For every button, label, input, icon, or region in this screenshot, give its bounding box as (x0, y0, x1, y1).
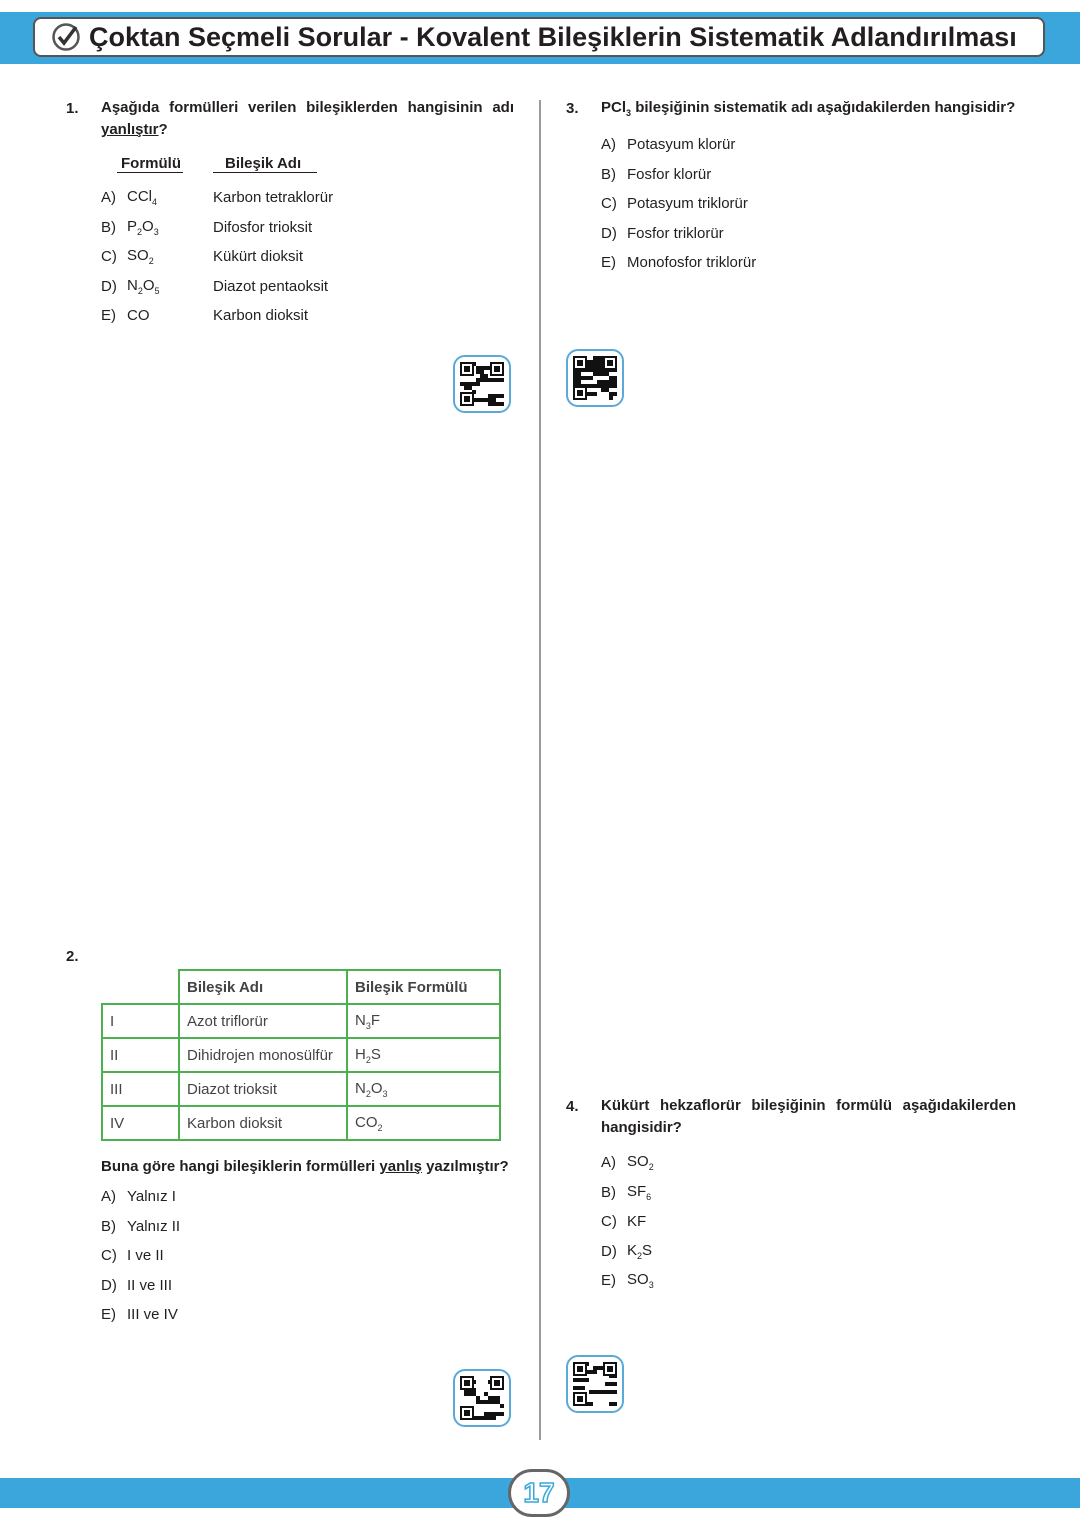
question-stem (601, 97, 1031, 124)
qr-code[interactable] (566, 1355, 624, 1413)
option-letter: A) (601, 1154, 616, 1172)
formula-text: O (370, 1079, 383, 1097)
column-header-name: Bileşik Adı (213, 155, 317, 173)
formula-subscript: 2 (137, 285, 143, 296)
option-formula (627, 1242, 652, 1261)
option-formula (627, 1183, 651, 1202)
formula-text: N (355, 1079, 366, 1097)
option-letter: C) (101, 1247, 117, 1265)
formula-text: F (370, 1011, 381, 1029)
formula-text: S (370, 1045, 381, 1063)
answer-option[interactable] (601, 160, 1031, 190)
option-text: Fosfor triklorür (627, 224, 724, 242)
stem-text: bileşiğinin sistematik adı aşağıdakilerden hangisidir? (631, 99, 1016, 116)
qr-code[interactable] (453, 1369, 511, 1427)
compound-name: Difosfor trioksit (213, 218, 313, 236)
formula-subscript: 6 (646, 1191, 652, 1202)
answer-option[interactable] (101, 1182, 521, 1212)
option-letter: E) (601, 1272, 616, 1290)
option-letter: B) (601, 165, 616, 183)
option-formula (127, 188, 213, 207)
compound-name: Karbon dioksit (213, 307, 309, 325)
formula-subscript: 3 (648, 1280, 654, 1291)
option-letter: C) (601, 1213, 617, 1231)
formula-text: SO (627, 1271, 649, 1289)
formula (127, 188, 158, 208)
formula-text: P (127, 217, 138, 235)
option-formula (127, 218, 213, 237)
option-letter: A) (101, 189, 116, 207)
formula-text: CO (127, 307, 150, 325)
compound-name: Diazot trioksit (179, 1072, 347, 1106)
row-id: IV (102, 1106, 179, 1140)
formula-text: H (355, 1045, 366, 1063)
option-letter: B) (101, 218, 116, 236)
answer-option[interactable] (101, 1212, 521, 1242)
question-2 (101, 1156, 521, 1330)
formula-subscript: 2 (637, 1250, 643, 1261)
stem-text: yazılmıştır? (421, 1158, 509, 1175)
option-text: Fosfor klorür (627, 165, 712, 183)
formula-text: N (127, 276, 138, 294)
answer-option[interactable] (601, 1207, 1016, 1237)
answer-option[interactable] (601, 189, 1031, 219)
stem-emphasis: yanlış (379, 1158, 422, 1175)
formula-subscript: 2 (365, 1054, 371, 1065)
answer-option[interactable] (601, 1266, 1016, 1296)
question-3 (601, 97, 1031, 278)
compound-table (101, 969, 501, 1141)
option-letter: D) (601, 224, 617, 242)
formula-text: O (142, 276, 155, 294)
formula (627, 1242, 652, 1259)
option-text: I ve II (127, 1247, 164, 1265)
qr-code[interactable] (566, 349, 624, 407)
compound-name: Karbon dioksit (179, 1106, 347, 1140)
formula (627, 1183, 651, 1200)
answer-option[interactable] (601, 130, 1031, 160)
stem-emphasis: yanlıştır (101, 121, 159, 138)
qr-code-icon (573, 356, 617, 400)
formula (627, 1153, 654, 1173)
option-text: Potasyum klorür (627, 136, 736, 154)
option-formula (627, 1271, 654, 1290)
formula: PCl (601, 99, 627, 116)
formula-subscript: 4 (152, 197, 158, 208)
page-number: 17 (508, 1469, 570, 1517)
answer-option[interactable] (601, 1178, 1016, 1208)
qr-code[interactable] (453, 355, 511, 413)
option-formula (627, 1213, 646, 1230)
table-header: Bileşik Formülü (347, 970, 500, 1004)
formula-subscript: 2 (377, 1122, 383, 1133)
table-row (102, 1106, 500, 1140)
formula-subscript: 3 (153, 226, 159, 237)
formula-subscript: 3 (382, 1088, 388, 1099)
stem-text: Buna göre hangi bileşiklerin formülleri (101, 1158, 380, 1175)
column-header-formula: Formülü (117, 155, 183, 173)
answer-option[interactable] (601, 219, 1031, 249)
row-id: II (102, 1038, 179, 1072)
question-number: 1. (66, 100, 79, 117)
stem-text: ? (158, 121, 168, 138)
formula-subscript: 2 (648, 1162, 654, 1173)
option-letter: A) (101, 1188, 116, 1206)
question-stem (101, 1156, 521, 1178)
column-divider (539, 100, 541, 1440)
question-number: 4. (566, 1098, 579, 1115)
option-formula (127, 247, 213, 266)
question-stem: Kükürt hekzaflorür bileşiğinin formülü aşağıdakilerden hangisidir? (601, 1097, 1016, 1136)
formula (127, 277, 160, 294)
formula-subscript: 2 (137, 226, 143, 237)
formula (127, 307, 150, 324)
option-letter: E) (101, 1306, 116, 1324)
table-row (102, 1004, 500, 1038)
option-letter: E) (601, 254, 616, 272)
formula-subscript: 2 (365, 1088, 371, 1099)
qr-code-icon (460, 362, 504, 406)
formula (355, 1080, 388, 1097)
formula-subscript: 2 (148, 256, 154, 267)
table-header: Bileşik Adı (179, 970, 347, 1004)
answer-option[interactable] (101, 242, 514, 272)
option-letter: A) (601, 136, 616, 154)
formula-text: SO (627, 1153, 649, 1171)
answer-option[interactable] (101, 1271, 521, 1301)
row-id: III (102, 1072, 179, 1106)
formula-text: CO (355, 1113, 378, 1131)
formula (355, 1114, 383, 1131)
option-formula (127, 307, 213, 324)
option-letter: C) (601, 195, 617, 213)
option-text: Potasyum triklorür (627, 195, 748, 213)
page-title: Çoktan Seçmeli Sorular - Kovalent Bileşiklerin Sistematik Adlandırılması (89, 21, 1017, 52)
compound-name: Diazot pentaoksit (213, 277, 329, 295)
answer-option[interactable] (601, 248, 1031, 278)
option-text: II ve III (127, 1276, 173, 1294)
option-text: Yalnız II (127, 1217, 181, 1235)
question-stem (101, 97, 514, 141)
question-number: 3. (566, 100, 579, 117)
option-text: III ve IV (127, 1306, 178, 1324)
formula-subscript: 3 (365, 1020, 371, 1031)
option-letter: B) (101, 1217, 116, 1235)
option-letter: B) (601, 1183, 616, 1201)
formula (355, 1046, 381, 1063)
answer-option[interactable] (101, 301, 514, 331)
option-letter: C) (101, 248, 117, 266)
checkmark-circle-icon (51, 22, 81, 52)
compound-formula (347, 1106, 500, 1140)
formula-text: K (627, 1241, 638, 1259)
option-formula (127, 277, 213, 296)
answer-option[interactable] (101, 272, 514, 302)
qr-code-icon (460, 1376, 504, 1420)
formula-text: KF (627, 1213, 647, 1231)
answer-option[interactable] (601, 1237, 1016, 1267)
question-4 (601, 1095, 1016, 1296)
formula-subscript: 3 (626, 108, 632, 118)
option-letter: D) (101, 1276, 117, 1294)
formula (355, 1012, 380, 1029)
formula (627, 1213, 646, 1230)
table-row (102, 1038, 500, 1072)
answer-option[interactable] (101, 183, 514, 213)
option-text: Yalnız I (127, 1188, 176, 1206)
option-letter: D) (601, 1242, 617, 1260)
formula-text: SO (127, 247, 149, 265)
row-id: I (102, 1004, 179, 1038)
answer-option[interactable] (101, 1241, 521, 1271)
formula-text: S (642, 1241, 653, 1259)
question-1 (101, 97, 514, 331)
compound-formula (347, 1038, 500, 1072)
formula-text: CCl (127, 188, 152, 206)
formula-text: O (142, 217, 154, 235)
formula-text: SF (627, 1182, 647, 1200)
compound-name: Kükürt dioksit (213, 248, 304, 266)
compound-name: Azot triflorür (179, 1004, 347, 1038)
compound-formula (347, 1004, 500, 1038)
formula-text: N (355, 1011, 366, 1029)
option-formula (627, 1153, 654, 1172)
option-letter: D) (101, 277, 117, 295)
formula (127, 218, 159, 235)
compound-name: Karbon tetraklorür (213, 189, 334, 207)
answer-option[interactable] (601, 1148, 1016, 1178)
formula (627, 1271, 654, 1291)
table-row (102, 1072, 500, 1106)
compound-name: Dihidrojen monosülfür (179, 1038, 347, 1072)
stem-text: Aşağıda formülleri verilen bileşiklerden hangisinin adı (101, 99, 514, 116)
question-number: 2. (66, 948, 79, 965)
formula (127, 247, 154, 267)
title-box (33, 17, 1045, 57)
answer-option[interactable] (101, 1300, 521, 1330)
answer-option[interactable] (101, 213, 514, 243)
compound-formula (347, 1072, 500, 1106)
formula-subscript: 5 (154, 285, 160, 296)
qr-code-icon (573, 1362, 617, 1406)
option-letter: E) (101, 307, 116, 325)
option-text: Monofosfor triklorür (627, 254, 757, 272)
